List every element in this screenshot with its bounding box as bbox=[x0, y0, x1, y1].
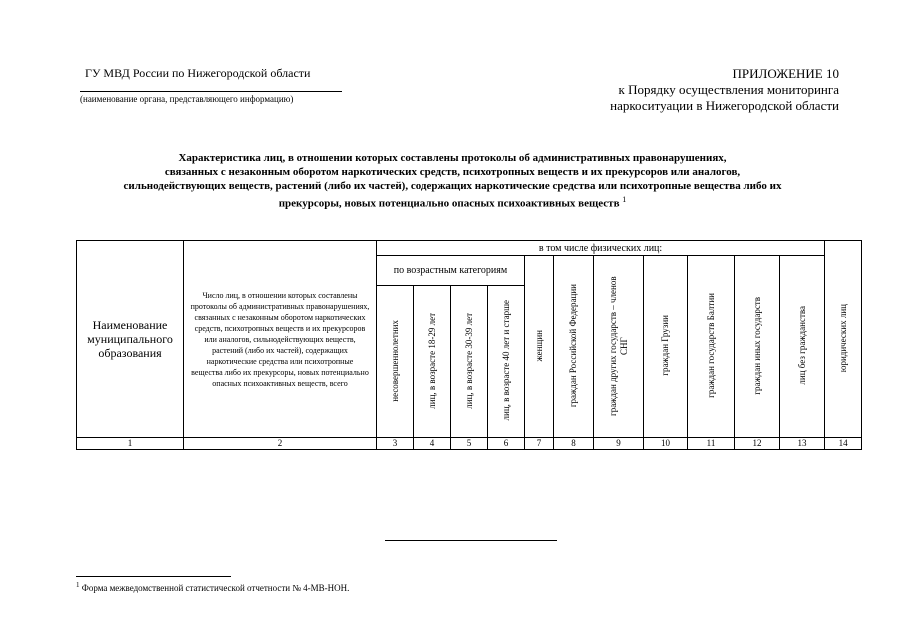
separator-line bbox=[385, 540, 557, 541]
col-women: женщин bbox=[525, 256, 554, 438]
column-number: 8 bbox=[554, 438, 594, 450]
title-line-2: связанных с незаконным оборотом наркотических средств, психотропных веществ и их прекурсоров или аналогов, bbox=[164, 166, 741, 178]
column-number: 14 bbox=[825, 438, 862, 450]
report-table bbox=[76, 240, 862, 450]
title-line-1: Характеристика лиц, в отношении которых составлены протоколы об административных правонарушениях, bbox=[178, 152, 727, 164]
footnote bbox=[76, 581, 349, 593]
col-other-citizens: граждан иных государств bbox=[735, 256, 780, 438]
title-line-4: прекурсоры, новых потенциально опасных психоактивных веществ $^1$ bbox=[278, 195, 627, 210]
footnote-separator bbox=[76, 576, 231, 577]
column-numbers-row bbox=[77, 438, 862, 450]
footnote-text: Форма межведомственной статистической отчетности № 4-МВ-НОН. bbox=[81, 583, 350, 593]
column-number: 2 bbox=[184, 438, 377, 450]
appendix-block bbox=[610, 66, 839, 114]
column-number: 5 bbox=[451, 438, 488, 450]
title-line-3: сильнодействующих веществ, растений (либо их частей), содержащих наркотические средства или психотропные вещества либо их bbox=[123, 180, 782, 192]
col-russian-citizens: граждан Российской Федерации bbox=[554, 256, 594, 438]
title-footnote-ref: 1 bbox=[622, 195, 627, 204]
column-number: 10 bbox=[644, 438, 688, 450]
group-individuals: в том числе физических лиц: bbox=[377, 241, 825, 256]
col-georgia-citizens: граждан Грузии bbox=[644, 256, 688, 438]
column-number: 9 bbox=[594, 438, 644, 450]
organization-caption: (наименование органа, представляющего информацию) bbox=[80, 94, 294, 104]
column-number: 12 bbox=[735, 438, 780, 450]
appendix-title: ПРИЛОЖЕНИЕ 10 bbox=[732, 66, 839, 81]
appendix-line-3: наркоситуации в Нижегородской области bbox=[610, 98, 839, 113]
col-age-40-plus: лиц, в возрасте 40 лет и старше bbox=[488, 286, 525, 438]
column-number: 11 bbox=[688, 438, 735, 450]
column-number: 6 bbox=[488, 438, 525, 450]
col-age-30-39: лиц, в возрасте 30-39 лет bbox=[451, 286, 488, 438]
group-age: по возрастным категориям bbox=[377, 256, 525, 286]
col-legal-entities: юридических лиц bbox=[825, 241, 862, 438]
footnote-mark: 1 bbox=[76, 581, 80, 589]
col-total: Число лиц, в отношении которых составлены протоколы об административных правонарушениях, связанных с незаконным оборотом наркотических средств, психотропных веществ и их прекурсоров или аналогов, сильнодействующих веществ, растений (либо их частей), содержащих наркотические средства или психотропные вещества либо их прекурсоры, новых потенциально опасных психоактивных веществ, всего bbox=[184, 241, 377, 438]
col-age-18-29: лиц, в возрасте 18-29 лет bbox=[414, 286, 451, 438]
organization-underline bbox=[80, 91, 342, 92]
column-number: 1 bbox=[77, 438, 184, 450]
column-number: 4 bbox=[414, 438, 451, 450]
col-baltic-citizens: граждан государств Балтии bbox=[688, 256, 735, 438]
appendix-line-2: к Порядку осуществления мониторинга bbox=[618, 82, 839, 97]
col-cis-citizens: граждан других государств – членов СНГ bbox=[594, 256, 644, 438]
document-title bbox=[60, 151, 845, 211]
organization-name: ГУ МВД России по Нижегородской области bbox=[85, 66, 311, 80]
col-municipality: Наименование муниципального образования bbox=[77, 241, 184, 438]
col-stateless: лиц без гражданства bbox=[780, 256, 825, 438]
column-number: 13 bbox=[780, 438, 825, 450]
col-minors: несовершеннолетних bbox=[377, 286, 414, 438]
column-number: 7 bbox=[525, 438, 554, 450]
column-number: 3 bbox=[377, 438, 414, 450]
